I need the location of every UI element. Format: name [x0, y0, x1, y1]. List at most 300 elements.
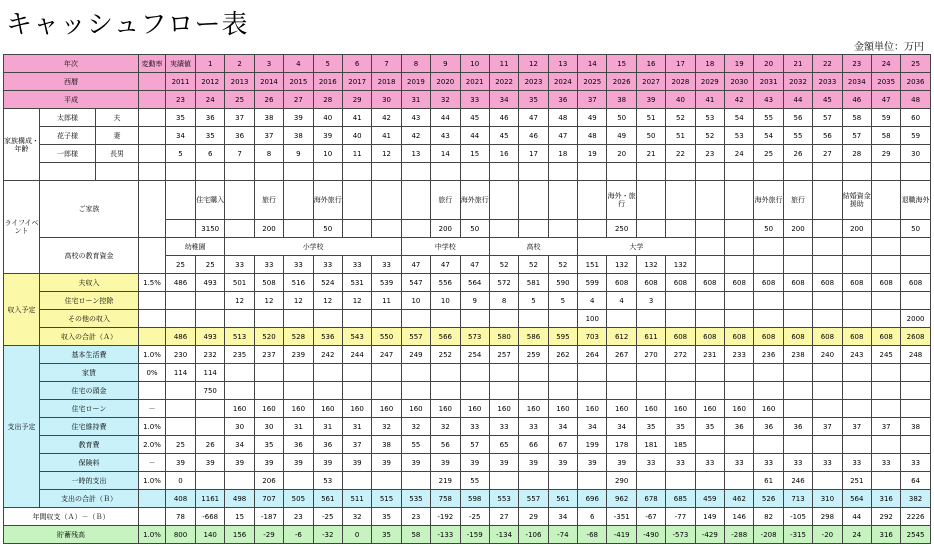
- value-cell: 12: [225, 292, 254, 310]
- value-cell: 47: [548, 127, 577, 145]
- value-cell: 25: [166, 436, 196, 454]
- edu-label: 高校の教育資金: [40, 238, 139, 274]
- value-cell: [901, 382, 930, 400]
- value-cell: 267: [607, 346, 636, 364]
- value-cell: 316: [871, 526, 900, 544]
- value-cell: [342, 364, 371, 382]
- value-cell: 53: [313, 472, 342, 490]
- value-cell: 230: [166, 346, 196, 364]
- value-cell: 262: [548, 346, 577, 364]
- value-cell: [313, 364, 342, 382]
- value-cell: 61: [754, 472, 783, 490]
- value-cell: -106: [519, 526, 548, 544]
- stage-label: 中学校: [401, 238, 489, 256]
- value-cell: 42: [372, 109, 401, 127]
- expense-label: 家賃: [40, 364, 139, 382]
- family-group-label: 家族構成・年齢: [4, 109, 40, 181]
- header-row-heisei: [4, 91, 931, 109]
- value-cell: -77: [666, 508, 695, 526]
- event-cell: [401, 181, 430, 220]
- rate-empty: [139, 109, 166, 127]
- value-cell: 52: [519, 256, 548, 274]
- value-cell: [901, 256, 930, 274]
- value-cell: 246: [783, 472, 812, 490]
- value-cell: 24: [725, 145, 754, 163]
- event-cell: 旅行: [254, 181, 283, 220]
- value-cell: 41: [372, 127, 401, 145]
- event-cell: 旅行: [783, 181, 812, 220]
- value-cell: [695, 436, 724, 454]
- value-cell: -159: [460, 526, 489, 544]
- value-cell: 40: [342, 127, 371, 145]
- value-cell: [519, 382, 548, 400]
- value-cell: 23: [166, 91, 196, 109]
- year-cell: 7: [372, 55, 401, 73]
- value-cell: 758: [431, 490, 460, 508]
- value-cell: [166, 418, 196, 436]
- value-cell: 536: [313, 328, 342, 346]
- event-cell: 海外旅行: [460, 181, 489, 220]
- value-cell: 10: [313, 145, 342, 163]
- value-cell: 52: [489, 256, 518, 274]
- expense-label: 住宅ローン: [40, 400, 139, 418]
- value-cell: 160: [254, 400, 283, 418]
- value-cell: 32: [372, 418, 401, 436]
- value-cell: [666, 364, 695, 382]
- value-cell: -6: [284, 526, 313, 544]
- value-cell: [783, 400, 812, 418]
- value-cell: [225, 472, 254, 490]
- value-cell: 33: [901, 454, 930, 472]
- value-cell: 37: [578, 91, 607, 109]
- value-cell: [754, 382, 783, 400]
- blank: [139, 163, 166, 181]
- value-cell: [636, 472, 665, 490]
- value-cell: [901, 436, 930, 454]
- value-cell: 132: [666, 256, 695, 274]
- value-cell: 42: [401, 127, 430, 145]
- family-name: 花子様: [40, 127, 96, 145]
- value-cell: 316: [871, 490, 900, 508]
- value-cell: [725, 382, 754, 400]
- value-cell: 160: [519, 400, 548, 418]
- value-cell: 272: [666, 346, 695, 364]
- value-cell: 10: [401, 292, 430, 310]
- value-cell: 53: [695, 109, 724, 127]
- value-cell: 2012: [196, 73, 225, 91]
- expense-label: 教育費: [40, 436, 139, 454]
- value-cell: [725, 364, 754, 382]
- value-cell: 608: [754, 328, 783, 346]
- value-cell: 33: [842, 454, 871, 472]
- value-cell: 39: [636, 91, 665, 109]
- blank: [783, 238, 812, 256]
- event-cell: [225, 181, 254, 220]
- value-cell: 486: [166, 274, 196, 292]
- value-cell: 39: [548, 454, 577, 472]
- value-cell: 34: [578, 418, 607, 436]
- value-cell: 39: [607, 454, 636, 472]
- value-cell: 33: [284, 256, 313, 274]
- value-cell: 35: [519, 91, 548, 109]
- balance-row: [4, 508, 931, 526]
- value-cell: 310: [813, 490, 842, 508]
- value-cell: 9: [284, 145, 313, 163]
- value-cell: 56: [813, 127, 842, 145]
- value-cell: 244: [342, 346, 371, 364]
- value-cell: 36: [548, 91, 577, 109]
- page-title: キャッシュフロー表: [6, 10, 249, 40]
- event-amount: [666, 220, 695, 238]
- value-cell: 231: [695, 346, 724, 364]
- value-cell: 543: [342, 328, 371, 346]
- value-cell: 511: [342, 490, 371, 508]
- expense-row: [4, 400, 931, 418]
- value-cell: 2000: [901, 310, 930, 328]
- value-cell: 599: [578, 274, 607, 292]
- value-cell: 505: [284, 490, 313, 508]
- value-cell: 254: [460, 346, 489, 364]
- value-cell: 4: [578, 292, 607, 310]
- value-cell: 82: [754, 508, 783, 526]
- value-cell: 3: [636, 292, 665, 310]
- value-cell: -288: [725, 526, 754, 544]
- value-cell: [166, 310, 196, 328]
- income-label: 住宅ローン控除: [40, 292, 139, 310]
- value-cell: 608: [871, 274, 900, 292]
- value-cell: 678: [636, 490, 665, 508]
- value-cell: -134: [489, 526, 518, 544]
- event-cell: [372, 181, 401, 220]
- event-amount: 200: [431, 220, 460, 238]
- blank: [431, 163, 460, 181]
- expense-group-label: 支出予定: [4, 346, 40, 508]
- value-cell: 43: [431, 127, 460, 145]
- value-cell: [842, 400, 871, 418]
- expense-label: 住宅維持費: [40, 418, 139, 436]
- value-cell: [313, 310, 342, 328]
- value-cell: 2022: [489, 73, 518, 91]
- blank: [166, 163, 196, 181]
- value-cell: 26: [783, 145, 812, 163]
- value-cell: 459: [695, 490, 724, 508]
- value-cell: 31: [401, 91, 430, 109]
- value-cell: [431, 364, 460, 382]
- year-cell: 6: [342, 55, 371, 73]
- event-cell: 海外旅行: [754, 181, 783, 220]
- rate-empty: [139, 238, 166, 274]
- value-cell: [666, 472, 695, 490]
- value-cell: 55: [783, 127, 812, 145]
- value-cell: 64: [901, 472, 930, 490]
- value-cell: 23: [695, 145, 724, 163]
- year-cell: 25: [901, 55, 930, 73]
- value-cell: 52: [548, 256, 577, 274]
- value-cell: 39: [431, 454, 460, 472]
- event-cell: [489, 181, 518, 220]
- value-cell: 160: [725, 400, 754, 418]
- value-cell: [607, 382, 636, 400]
- event-cell: 退職海外: [901, 181, 930, 220]
- event-cell: 結婚資金援助: [842, 181, 871, 220]
- header-row-seireki: [4, 73, 931, 91]
- value-cell: 608: [725, 274, 754, 292]
- value-cell: 54: [725, 109, 754, 127]
- value-cell: 2036: [901, 73, 930, 91]
- value-cell: [695, 256, 724, 274]
- year-cell: 21: [783, 55, 812, 73]
- value-cell: 47: [401, 256, 430, 274]
- value-cell: 47: [519, 109, 548, 127]
- year-cell: 13: [548, 55, 577, 73]
- value-cell: [431, 382, 460, 400]
- year-cell: 5: [313, 55, 342, 73]
- value-cell: 160: [372, 400, 401, 418]
- rate-empty: [139, 490, 166, 508]
- event-cell: [813, 181, 842, 220]
- value-cell: [901, 292, 930, 310]
- value-cell: 30: [254, 418, 283, 436]
- blank: [225, 163, 254, 181]
- value-cell: 257: [489, 346, 518, 364]
- event-amount: 50: [754, 220, 783, 238]
- value-cell: 48: [578, 127, 607, 145]
- value-cell: [725, 292, 754, 310]
- event-cell: [166, 181, 196, 220]
- value-cell: 42: [725, 91, 754, 109]
- event-cell: [578, 181, 607, 220]
- value-cell: [901, 364, 930, 382]
- value-cell: 36: [313, 436, 342, 454]
- year-cell: 17: [666, 55, 695, 73]
- blank: [695, 238, 724, 256]
- value-cell: 524: [313, 274, 342, 292]
- value-cell: -315: [783, 526, 812, 544]
- event-amount: [225, 220, 254, 238]
- rate-cell: 1.0%: [139, 418, 166, 436]
- value-cell: 46: [489, 109, 518, 127]
- value-cell: 235: [225, 346, 254, 364]
- value-cell: [754, 364, 783, 382]
- value-cell: 160: [460, 400, 489, 418]
- value-cell: 33: [489, 418, 518, 436]
- value-cell: 100: [578, 310, 607, 328]
- life-event-row: [4, 181, 931, 220]
- value-cell: 581: [519, 274, 548, 292]
- blank: [901, 163, 930, 181]
- value-cell: 57: [813, 109, 842, 127]
- family-name: 太郎様: [40, 109, 96, 127]
- value-cell: [871, 364, 900, 382]
- value-cell: -25: [313, 508, 342, 526]
- rate-empty: [139, 73, 166, 91]
- family-row-blank: [4, 163, 931, 181]
- value-cell: [842, 310, 871, 328]
- rate-empty: [139, 328, 166, 346]
- value-cell: 2014: [254, 73, 283, 91]
- value-cell: [754, 310, 783, 328]
- value-cell: 2013: [225, 73, 254, 91]
- value-cell: [871, 400, 900, 418]
- value-cell: [783, 292, 812, 310]
- value-cell: [401, 310, 430, 328]
- value-cell: [548, 472, 577, 490]
- value-cell: 21: [636, 145, 665, 163]
- event-cell: 海外旅行: [313, 181, 342, 220]
- value-cell: 237: [254, 346, 283, 364]
- value-cell: 5: [519, 292, 548, 310]
- event-amount: 3150: [196, 220, 225, 238]
- value-cell: [871, 472, 900, 490]
- value-cell: 561: [313, 490, 342, 508]
- value-cell: 39: [489, 454, 518, 472]
- value-cell: 114: [196, 364, 225, 382]
- value-cell: 51: [636, 109, 665, 127]
- value-cell: [489, 364, 518, 382]
- value-cell: 13: [401, 145, 430, 163]
- expense-row: [4, 346, 931, 364]
- value-cell: 608: [695, 328, 724, 346]
- blank: [636, 163, 665, 181]
- value-cell: 1161: [196, 490, 225, 508]
- event-cell: [666, 181, 695, 220]
- event-amount: [636, 220, 665, 238]
- value-cell: [695, 292, 724, 310]
- expense-row: [4, 364, 931, 382]
- value-cell: 566: [431, 328, 460, 346]
- event-amount: [548, 220, 577, 238]
- event-cell: 海外・旅行: [607, 181, 636, 220]
- event-amount: 200: [254, 220, 283, 238]
- value-cell: 2028: [666, 73, 695, 91]
- value-cell: [225, 364, 254, 382]
- blank: [842, 238, 871, 256]
- value-cell: 39: [284, 109, 313, 127]
- value-cell: 608: [725, 328, 754, 346]
- value-cell: 33: [813, 454, 842, 472]
- value-cell: [460, 310, 489, 328]
- value-cell: [431, 310, 460, 328]
- value-cell: [901, 400, 930, 418]
- value-cell: 550: [372, 328, 401, 346]
- value-cell: 12: [342, 292, 371, 310]
- value-cell: [754, 256, 783, 274]
- family-relation: 夫: [96, 109, 139, 127]
- blank: [578, 163, 607, 181]
- value-cell: 47: [431, 256, 460, 274]
- value-cell: [519, 364, 548, 382]
- value-cell: 539: [372, 274, 401, 292]
- value-cell: [783, 310, 812, 328]
- value-cell: 34: [607, 418, 636, 436]
- value-cell: 547: [401, 274, 430, 292]
- rate-cell: 0%: [139, 364, 166, 382]
- value-cell: 249: [401, 346, 430, 364]
- value-cell: 259: [519, 346, 548, 364]
- value-cell: [725, 436, 754, 454]
- value-cell: 206: [254, 472, 283, 490]
- rate-header: 変動率: [139, 55, 166, 73]
- value-cell: 707: [254, 490, 283, 508]
- heisei-label: 平成: [4, 91, 139, 109]
- income-row: [4, 274, 931, 292]
- value-cell: 160: [342, 400, 371, 418]
- value-cell: 27: [284, 91, 313, 109]
- value-cell: 0: [342, 526, 371, 544]
- value-cell: [284, 472, 313, 490]
- value-cell: 232: [196, 346, 225, 364]
- event-cell: [519, 181, 548, 220]
- value-cell: 31: [342, 418, 371, 436]
- value-cell: 608: [871, 328, 900, 346]
- value-cell: 146: [725, 508, 754, 526]
- value-cell: 608: [754, 274, 783, 292]
- value-cell: 685: [666, 490, 695, 508]
- stage-label: 幼稚園: [166, 238, 225, 256]
- value-cell: 40: [313, 109, 342, 127]
- income-total-row: [4, 328, 931, 346]
- value-cell: 2608: [901, 328, 930, 346]
- value-cell: 252: [431, 346, 460, 364]
- value-cell: [783, 364, 812, 382]
- value-cell: [342, 382, 371, 400]
- expense-row: [4, 472, 931, 490]
- value-cell: 38: [372, 436, 401, 454]
- value-cell: [636, 364, 665, 382]
- value-cell: 37: [813, 418, 842, 436]
- value-cell: 608: [842, 328, 871, 346]
- value-cell: 37: [871, 418, 900, 436]
- blank: [196, 163, 225, 181]
- event-amount: 50: [313, 220, 342, 238]
- blank: [548, 163, 577, 181]
- event-amount: [519, 220, 548, 238]
- value-cell: [196, 418, 225, 436]
- value-cell: 2015: [284, 73, 313, 91]
- value-cell: 2034: [842, 73, 871, 91]
- value-cell: 178: [607, 436, 636, 454]
- year-cell: 14: [578, 55, 607, 73]
- event-amount: [284, 220, 313, 238]
- value-cell: [813, 364, 842, 382]
- value-cell: 573: [460, 328, 489, 346]
- unit-label: 金額単位：万円: [854, 42, 924, 53]
- value-cell: 32: [431, 418, 460, 436]
- value-cell: [284, 382, 313, 400]
- expense-row: [4, 454, 931, 472]
- event-cell: [725, 181, 754, 220]
- value-cell: 49: [578, 109, 607, 127]
- value-cell: -208: [754, 526, 783, 544]
- year-cell: 2: [225, 55, 254, 73]
- value-cell: [578, 382, 607, 400]
- value-cell: 28: [842, 145, 871, 163]
- value-cell: 33: [460, 91, 489, 109]
- value-cell: 248: [901, 346, 930, 364]
- value-cell: [695, 472, 724, 490]
- value-cell: 160: [401, 400, 430, 418]
- value-cell: 703: [578, 328, 607, 346]
- value-cell: 39: [401, 454, 430, 472]
- value-cell: [607, 310, 636, 328]
- value-cell: 6: [196, 145, 225, 163]
- value-cell: 2033: [813, 73, 842, 91]
- blank: [96, 163, 139, 181]
- rate-empty: [139, 91, 166, 109]
- value-cell: 531: [342, 274, 371, 292]
- family-relation: 妻: [96, 127, 139, 145]
- value-cell: 39: [313, 127, 342, 145]
